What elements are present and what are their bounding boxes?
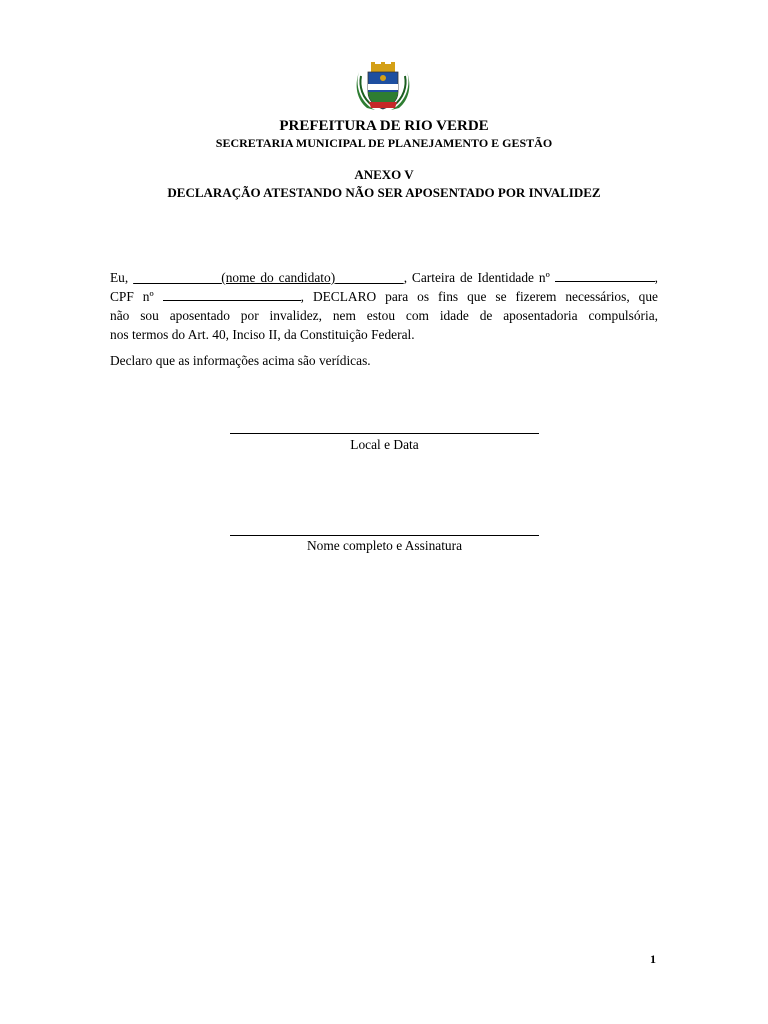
local-date-label: Local e Data [350, 437, 419, 452]
text-carteira: , Carteira de Identidade nº [403, 270, 550, 285]
paragraph-line-4: nos termos do Art. 40, Inciso II, da Constituição Federal. [110, 327, 415, 342]
text-declaro: , DECLARO para os fins que se fizerem necessários, que [300, 289, 658, 304]
id-number-blank [555, 270, 655, 282]
signature-label: Nome completo e Assinatura [306, 538, 463, 553]
paragraph-line-1 [110, 268, 658, 287]
candidate-name-field [133, 270, 404, 285]
signature-line [230, 535, 539, 536]
text-comma: , [654, 270, 658, 285]
municipal-coat-of-arms-icon [353, 62, 413, 114]
text-cpf: CPF nº [110, 289, 154, 304]
paragraph-line-2 [110, 287, 658, 306]
text-eu: Eu, [110, 270, 129, 285]
candidate-name-label: (nome do candidato) [221, 270, 336, 285]
cpf-blank [163, 289, 301, 301]
annex-title: ANEXO V [354, 167, 414, 182]
declaration-title: DECLARAÇÃO ATESTANDO NÃO SER APOSENTADO POR INVALIDEZ [167, 185, 601, 200]
paragraph-line-3: não sou aposentado por invalidez, nem estou com idade de aposentadoria compulsória, [110, 308, 658, 323]
page-number: 1 [650, 952, 656, 966]
header-title: PREFEITURA DE RIO VERDE [279, 118, 489, 134]
header-subtitle: SECRETARIA MUNICIPAL DE PLANEJAMENTO E GESTÃO [215, 136, 553, 150]
local-date-line [230, 433, 539, 434]
declaration-statement: Declaro que as informações acima são verídicas. [110, 353, 371, 368]
declaration-paragraph [110, 268, 658, 344]
